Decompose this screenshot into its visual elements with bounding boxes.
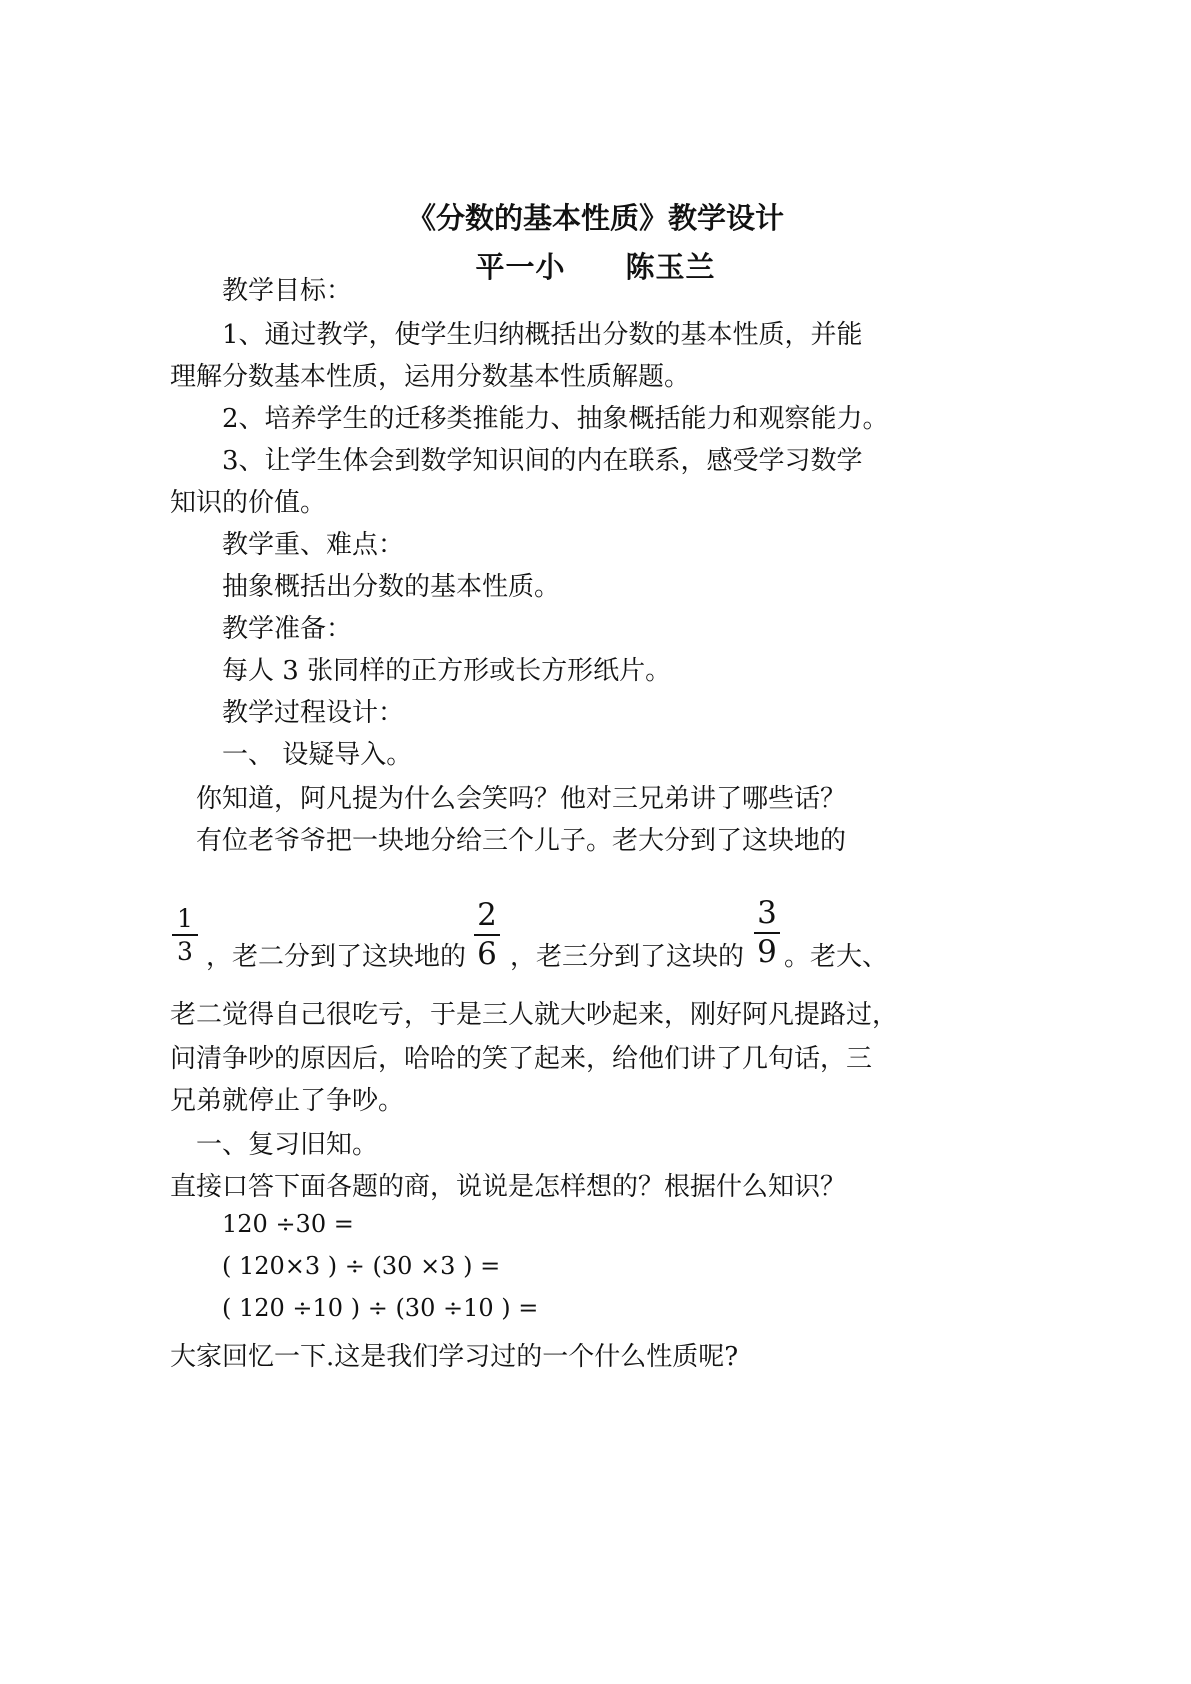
story-line-4: 问清争吵的原因后，哈哈的笑了起来，给他们讲了几句话，三 (170, 1044, 873, 1074)
recall-question: 大家回忆一下.这是我们学习过的一个什么性质呢? (170, 1342, 739, 1372)
objective-1-line-2: 理解分数基本性质，运用分数基本性质解题。 (170, 362, 691, 392)
story-segment-3: 。老大、 (784, 942, 889, 972)
fraction-denominator: 6 (477, 936, 497, 972)
fraction-numerator: 1 (177, 904, 193, 933)
question-text: 你知道，阿凡提为什么会笑吗？他对三兄弟讲了哪些话？ (196, 784, 847, 814)
fraction-denominator: 3 (177, 937, 193, 966)
author-line (0, 245, 1191, 286)
process-heading: 教学过程设计： (222, 698, 405, 728)
preparation-heading: 教学准备： (222, 614, 353, 644)
fraction-numerator: 3 (757, 895, 777, 931)
objective-2: 2、培养学生的迁移类推能力、抽象概括能力和观察能力。 (222, 404, 889, 434)
story-segment-2: ，老三分到了这块的 (510, 942, 745, 972)
preparation-text: 每人 3 张同样的正方形或长方形纸片。 (222, 656, 672, 686)
objective-3-line-1: 3、让学生体会到数学知识间的内在联系，感受学习数学 (222, 446, 863, 476)
author-name: 陈玉兰 (625, 250, 716, 284)
key-points-heading: 教学重、难点： (222, 530, 405, 560)
equation-3: ( 120 ÷10 ) ÷ (30 ÷10 ) = (222, 1294, 539, 1322)
objectives-heading: 教学目标： (222, 276, 353, 306)
section-1-heading: 一、 设疑导入。 (222, 740, 413, 770)
author-school: 平一小 (475, 250, 566, 284)
story-line-3: 老二觉得自己很吃亏，于是三人就大吵起来，刚好阿凡提路过， (170, 1000, 899, 1030)
objective-3-line-2: 知识的价值。 (170, 488, 327, 518)
page-title: 《分数的基本性质》教学设计 (406, 201, 784, 235)
fraction-bar (172, 934, 198, 936)
objective-1-line-1: 1、通过教学，使学生归纳概括出分数的基本性质，并能 (222, 320, 863, 350)
equation-2: ( 120×3 ) ÷ (30 ×3 ) = (222, 1252, 501, 1280)
equation-1: 120 ÷30 = (222, 1210, 354, 1238)
story-line-5: 兄弟就停止了争吵。 (170, 1086, 405, 1116)
key-points-text: 抽象概括出分数的基本性质。 (222, 572, 561, 602)
instruction-text: 直接口答下面各题的商，说说是怎样想的？根据什么知识？ (170, 1172, 847, 1202)
fraction-three-ninths (750, 895, 784, 970)
fraction-numerator: 2 (477, 897, 497, 933)
story-line-1: 有位老爷爷把一块地分给三个儿子。老大分到了这块地的 (196, 826, 847, 856)
fraction-two-sixths (470, 897, 504, 972)
fraction-denominator: 9 (757, 934, 777, 970)
fraction-one-third (168, 906, 202, 964)
story-segment-1: ，老二分到了这块地的 (206, 942, 467, 972)
section-2-heading: 一、复习旧知。 (196, 1130, 379, 1160)
